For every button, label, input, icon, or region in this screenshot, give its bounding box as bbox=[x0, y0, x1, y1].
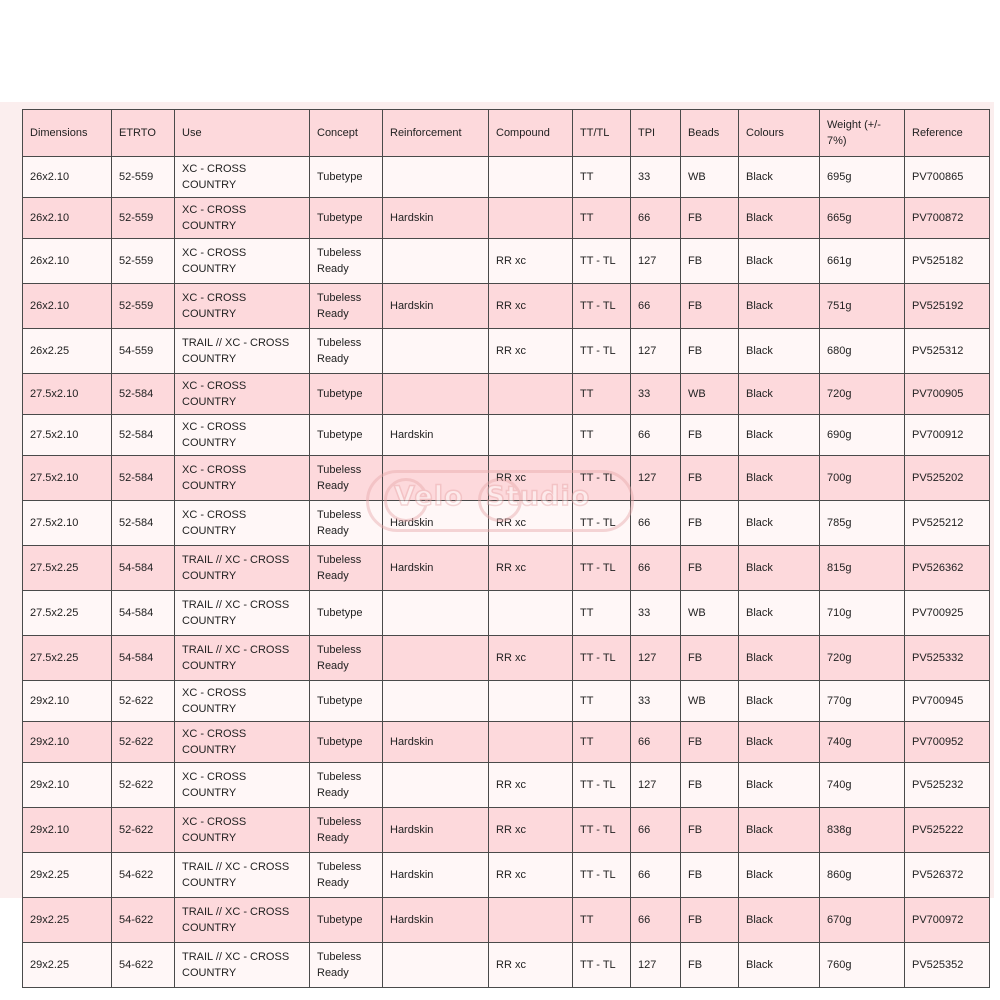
cell-colours: Black bbox=[739, 546, 820, 591]
cell-weight: 700g bbox=[820, 456, 905, 501]
header-reinforcement: Reinforcement bbox=[383, 110, 489, 157]
cell-etrto: 54-584 bbox=[112, 546, 175, 591]
table-row bbox=[23, 591, 990, 636]
cell-reinforcement bbox=[383, 157, 489, 198]
cell-beads: FB bbox=[681, 898, 739, 943]
cell-compound bbox=[489, 681, 573, 722]
cell-concept: Tubeless Ready bbox=[310, 546, 383, 591]
cell-dimensions: 27.5x2.10 bbox=[23, 374, 112, 415]
table-row bbox=[23, 284, 990, 329]
watermark-part2: Studio bbox=[485, 481, 591, 512]
cell-tt-tl: TT - TL bbox=[573, 636, 631, 681]
cell-dimensions: 26x2.10 bbox=[23, 284, 112, 329]
cell-use: XC - CROSS COUNTRY bbox=[175, 198, 310, 239]
cell-beads: FB bbox=[681, 763, 739, 808]
cell-compound bbox=[489, 198, 573, 239]
cell-beads: FB bbox=[681, 853, 739, 898]
header-dimensions: Dimensions bbox=[23, 110, 112, 157]
cell-colours: Black bbox=[739, 157, 820, 198]
cell-beads: FB bbox=[681, 329, 739, 374]
cell-weight: 740g bbox=[820, 763, 905, 808]
cell-tpi: 127 bbox=[631, 943, 681, 988]
cell-dimensions: 29x2.10 bbox=[23, 681, 112, 722]
cell-tpi: 127 bbox=[631, 239, 681, 284]
cell-compound: RR xc bbox=[489, 284, 573, 329]
cell-beads: FB bbox=[681, 636, 739, 681]
cell-use: TRAIL // XC - CROSS COUNTRY bbox=[175, 943, 310, 988]
cell-etrto: 54-559 bbox=[112, 329, 175, 374]
cell-tt-tl: TT bbox=[573, 898, 631, 943]
cell-tpi: 66 bbox=[631, 853, 681, 898]
cell-dimensions: 29x2.25 bbox=[23, 853, 112, 898]
cell-use: TRAIL // XC - CROSS COUNTRY bbox=[175, 898, 310, 943]
header-tpi: TPI bbox=[631, 110, 681, 157]
cell-beads: WB bbox=[681, 591, 739, 636]
cell-reference: PV525192 bbox=[905, 284, 990, 329]
table-header-row bbox=[23, 110, 990, 157]
cell-compound bbox=[489, 722, 573, 763]
table-row bbox=[23, 415, 990, 456]
cell-weight: 670g bbox=[820, 898, 905, 943]
cell-dimensions: 27.5x2.10 bbox=[23, 456, 112, 501]
table-row bbox=[23, 501, 990, 546]
cell-beads: FB bbox=[681, 943, 739, 988]
cell-use: XC - CROSS COUNTRY bbox=[175, 681, 310, 722]
cell-reinforcement: Hardskin bbox=[383, 853, 489, 898]
cell-reinforcement bbox=[383, 239, 489, 284]
cell-dimensions: 26x2.10 bbox=[23, 198, 112, 239]
cell-etrto: 52-584 bbox=[112, 501, 175, 546]
cell-concept: Tubeless Ready bbox=[310, 456, 383, 501]
table-row bbox=[23, 681, 990, 722]
cell-concept: Tubeless Ready bbox=[310, 284, 383, 329]
cell-weight: 710g bbox=[820, 591, 905, 636]
cell-reinforcement: Hardskin bbox=[383, 501, 489, 546]
header-beads: Beads bbox=[681, 110, 739, 157]
cell-use: XC - CROSS COUNTRY bbox=[175, 239, 310, 284]
table-row bbox=[23, 898, 990, 943]
cell-beads: FB bbox=[681, 501, 739, 546]
cell-use: XC - CROSS COUNTRY bbox=[175, 501, 310, 546]
cell-weight: 770g bbox=[820, 681, 905, 722]
cell-beads: FB bbox=[681, 198, 739, 239]
cell-use: XC - CROSS COUNTRY bbox=[175, 763, 310, 808]
cell-etrto: 52-559 bbox=[112, 284, 175, 329]
cell-weight: 720g bbox=[820, 374, 905, 415]
cell-compound: RR xc bbox=[489, 456, 573, 501]
cell-tt-tl: TT - TL bbox=[573, 284, 631, 329]
cell-reinforcement bbox=[383, 374, 489, 415]
cell-etrto: 52-584 bbox=[112, 456, 175, 501]
cell-tt-tl: TT - TL bbox=[573, 546, 631, 591]
cell-etrto: 54-584 bbox=[112, 591, 175, 636]
table-row bbox=[23, 157, 990, 198]
cell-weight: 661g bbox=[820, 239, 905, 284]
header-use: Use bbox=[175, 110, 310, 157]
cell-beads: FB bbox=[681, 456, 739, 501]
cell-compound: RR xc bbox=[489, 636, 573, 681]
cell-etrto: 52-559 bbox=[112, 198, 175, 239]
cell-reference: PV525332 bbox=[905, 636, 990, 681]
cell-compound: RR xc bbox=[489, 501, 573, 546]
cell-reference: PV525182 bbox=[905, 239, 990, 284]
cell-use: TRAIL // XC - CROSS COUNTRY bbox=[175, 853, 310, 898]
cell-reference: PV700872 bbox=[905, 198, 990, 239]
cell-tt-tl: TT bbox=[573, 415, 631, 456]
cell-tt-tl: TT bbox=[573, 722, 631, 763]
header-etrto: ETRTO bbox=[112, 110, 175, 157]
cell-reference: PV700952 bbox=[905, 722, 990, 763]
cell-concept: Tubetype bbox=[310, 722, 383, 763]
header-compound: Compound bbox=[489, 110, 573, 157]
cell-beads: FB bbox=[681, 284, 739, 329]
cell-reinforcement bbox=[383, 591, 489, 636]
cell-tt-tl: TT - TL bbox=[573, 943, 631, 988]
cell-colours: Black bbox=[739, 329, 820, 374]
cell-reference: PV526362 bbox=[905, 546, 990, 591]
cell-weight: 680g bbox=[820, 329, 905, 374]
cell-weight: 838g bbox=[820, 808, 905, 853]
table-row bbox=[23, 808, 990, 853]
cell-colours: Black bbox=[739, 591, 820, 636]
cell-concept: Tubeless Ready bbox=[310, 501, 383, 546]
cell-colours: Black bbox=[739, 853, 820, 898]
cell-reinforcement: Hardskin bbox=[383, 415, 489, 456]
cell-tpi: 66 bbox=[631, 898, 681, 943]
cell-etrto: 52-622 bbox=[112, 763, 175, 808]
cell-beads: WB bbox=[681, 681, 739, 722]
cell-dimensions: 29x2.25 bbox=[23, 898, 112, 943]
cell-colours: Black bbox=[739, 681, 820, 722]
cell-etrto: 52-622 bbox=[112, 808, 175, 853]
cell-concept: Tubeless Ready bbox=[310, 636, 383, 681]
cell-beads: FB bbox=[681, 415, 739, 456]
cell-use: XC - CROSS COUNTRY bbox=[175, 415, 310, 456]
cell-reinforcement: Hardskin bbox=[383, 546, 489, 591]
cell-colours: Black bbox=[739, 636, 820, 681]
cell-tt-tl: TT - TL bbox=[573, 329, 631, 374]
cell-compound: RR xc bbox=[489, 546, 573, 591]
cell-etrto: 54-622 bbox=[112, 898, 175, 943]
cell-compound: RR xc bbox=[489, 943, 573, 988]
cell-reference: PV700972 bbox=[905, 898, 990, 943]
cell-etrto: 52-559 bbox=[112, 239, 175, 284]
cell-etrto: 52-559 bbox=[112, 157, 175, 198]
tire-spec-table bbox=[22, 109, 990, 988]
table-row bbox=[23, 329, 990, 374]
cell-dimensions: 27.5x2.10 bbox=[23, 501, 112, 546]
cell-colours: Black bbox=[739, 763, 820, 808]
cell-weight: 815g bbox=[820, 546, 905, 591]
cell-reinforcement bbox=[383, 329, 489, 374]
cell-tt-tl: TT bbox=[573, 681, 631, 722]
table-row bbox=[23, 636, 990, 681]
table-body bbox=[23, 110, 990, 988]
table-row bbox=[23, 853, 990, 898]
cell-dimensions: 26x2.10 bbox=[23, 157, 112, 198]
cell-tpi: 66 bbox=[631, 722, 681, 763]
cell-compound: RR xc bbox=[489, 763, 573, 808]
cell-reinforcement bbox=[383, 943, 489, 988]
cell-reinforcement bbox=[383, 763, 489, 808]
header-colours: Colours bbox=[739, 110, 820, 157]
cell-etrto: 54-622 bbox=[112, 943, 175, 988]
cell-tt-tl: TT - TL bbox=[573, 501, 631, 546]
cell-reinforcement: Hardskin bbox=[383, 198, 489, 239]
cell-use: TRAIL // XC - CROSS COUNTRY bbox=[175, 329, 310, 374]
cell-etrto: 52-584 bbox=[112, 415, 175, 456]
cell-tpi: 66 bbox=[631, 284, 681, 329]
cell-beads: FB bbox=[681, 239, 739, 284]
cell-concept: Tubetype bbox=[310, 157, 383, 198]
cell-tpi: 66 bbox=[631, 546, 681, 591]
cell-etrto: 52-622 bbox=[112, 722, 175, 763]
cell-tt-tl: TT bbox=[573, 591, 631, 636]
cell-dimensions: 29x2.10 bbox=[23, 808, 112, 853]
cell-beads: FB bbox=[681, 808, 739, 853]
cell-concept: Tubetype bbox=[310, 591, 383, 636]
table-row bbox=[23, 546, 990, 591]
cell-colours: Black bbox=[739, 722, 820, 763]
table-row bbox=[23, 198, 990, 239]
cell-tpi: 33 bbox=[631, 374, 681, 415]
cell-colours: Black bbox=[739, 898, 820, 943]
header-weight: Weight (+/- 7%) bbox=[820, 110, 905, 157]
cell-tpi: 66 bbox=[631, 415, 681, 456]
cell-compound bbox=[489, 374, 573, 415]
cell-reinforcement bbox=[383, 636, 489, 681]
table-row bbox=[23, 456, 990, 501]
cell-tpi: 66 bbox=[631, 198, 681, 239]
cell-tpi: 127 bbox=[631, 763, 681, 808]
cell-etrto: 52-584 bbox=[112, 374, 175, 415]
cell-dimensions: 26x2.10 bbox=[23, 239, 112, 284]
cell-tpi: 127 bbox=[631, 636, 681, 681]
header-concept: Concept bbox=[310, 110, 383, 157]
cell-reinforcement: Hardskin bbox=[383, 722, 489, 763]
cell-reference: PV525202 bbox=[905, 456, 990, 501]
table-row bbox=[23, 239, 990, 284]
cell-colours: Black bbox=[739, 456, 820, 501]
cell-reinforcement bbox=[383, 681, 489, 722]
cell-beads: FB bbox=[681, 546, 739, 591]
cell-dimensions: 27.5x2.10 bbox=[23, 415, 112, 456]
cell-tt-tl: TT - TL bbox=[573, 239, 631, 284]
cell-dimensions: 29x2.10 bbox=[23, 763, 112, 808]
table-row bbox=[23, 374, 990, 415]
cell-compound bbox=[489, 157, 573, 198]
cell-weight: 740g bbox=[820, 722, 905, 763]
cell-concept: Tubeless Ready bbox=[310, 763, 383, 808]
cell-reference: PV525232 bbox=[905, 763, 990, 808]
cell-beads: WB bbox=[681, 374, 739, 415]
table-row bbox=[23, 943, 990, 988]
cell-use: TRAIL // XC - CROSS COUNTRY bbox=[175, 636, 310, 681]
cell-use: XC - CROSS COUNTRY bbox=[175, 456, 310, 501]
cell-reference: PV700905 bbox=[905, 374, 990, 415]
cell-use: XC - CROSS COUNTRY bbox=[175, 157, 310, 198]
cell-dimensions: 29x2.25 bbox=[23, 943, 112, 988]
cell-concept: Tubetype bbox=[310, 415, 383, 456]
cell-reference: PV525212 bbox=[905, 501, 990, 546]
cell-reference: PV700925 bbox=[905, 591, 990, 636]
watermark-part1: Velo bbox=[394, 481, 464, 512]
cell-weight: 860g bbox=[820, 853, 905, 898]
cell-colours: Black bbox=[739, 501, 820, 546]
cell-reference: PV700865 bbox=[905, 157, 990, 198]
cell-reinforcement: Hardskin bbox=[383, 284, 489, 329]
cell-concept: Tubeless Ready bbox=[310, 853, 383, 898]
cell-dimensions: 27.5x2.25 bbox=[23, 546, 112, 591]
cell-weight: 760g bbox=[820, 943, 905, 988]
cell-tpi: 66 bbox=[631, 808, 681, 853]
cell-tt-tl: TT - TL bbox=[573, 456, 631, 501]
cell-concept: Tubeless Ready bbox=[310, 808, 383, 853]
cell-weight: 690g bbox=[820, 415, 905, 456]
cell-colours: Black bbox=[739, 374, 820, 415]
table-row bbox=[23, 763, 990, 808]
cell-compound: RR xc bbox=[489, 239, 573, 284]
cell-reference: PV700945 bbox=[905, 681, 990, 722]
cell-reference: PV525352 bbox=[905, 943, 990, 988]
cell-etrto: 52-622 bbox=[112, 681, 175, 722]
cell-reinforcement: Hardskin bbox=[383, 898, 489, 943]
cell-colours: Black bbox=[739, 808, 820, 853]
cell-tpi: 127 bbox=[631, 456, 681, 501]
cell-tt-tl: TT bbox=[573, 374, 631, 415]
cell-tpi: 33 bbox=[631, 591, 681, 636]
cell-weight: 720g bbox=[820, 636, 905, 681]
cell-beads: WB bbox=[681, 157, 739, 198]
cell-etrto: 54-622 bbox=[112, 853, 175, 898]
cell-use: XC - CROSS COUNTRY bbox=[175, 374, 310, 415]
cell-tt-tl: TT bbox=[573, 198, 631, 239]
cell-reference: PV525222 bbox=[905, 808, 990, 853]
cell-concept: Tubetype bbox=[310, 198, 383, 239]
cell-use: XC - CROSS COUNTRY bbox=[175, 722, 310, 763]
header-tt-tl: TT/TL bbox=[573, 110, 631, 157]
cell-use: TRAIL // XC - CROSS COUNTRY bbox=[175, 591, 310, 636]
cell-concept: Tubeless Ready bbox=[310, 239, 383, 284]
cell-colours: Black bbox=[739, 284, 820, 329]
cell-compound: RR xc bbox=[489, 808, 573, 853]
cell-reinforcement: Hardskin bbox=[383, 808, 489, 853]
cell-tpi: 127 bbox=[631, 329, 681, 374]
cell-reference: PV525312 bbox=[905, 329, 990, 374]
cell-concept: Tubetype bbox=[310, 898, 383, 943]
cell-tpi: 33 bbox=[631, 157, 681, 198]
header-reference: Reference bbox=[905, 110, 990, 157]
cell-colours: Black bbox=[739, 415, 820, 456]
cell-use: XC - CROSS COUNTRY bbox=[175, 284, 310, 329]
cell-compound bbox=[489, 591, 573, 636]
cell-use: XC - CROSS COUNTRY bbox=[175, 808, 310, 853]
cell-concept: Tubetype bbox=[310, 681, 383, 722]
cell-reinforcement bbox=[383, 456, 489, 501]
cell-tt-tl: TT - TL bbox=[573, 853, 631, 898]
cell-concept: Tubeless Ready bbox=[310, 943, 383, 988]
cell-etrto: 54-584 bbox=[112, 636, 175, 681]
cell-dimensions: 27.5x2.25 bbox=[23, 591, 112, 636]
cell-dimensions: 27.5x2.25 bbox=[23, 636, 112, 681]
cell-weight: 751g bbox=[820, 284, 905, 329]
table-row bbox=[23, 722, 990, 763]
cell-beads: FB bbox=[681, 722, 739, 763]
cell-weight: 695g bbox=[820, 157, 905, 198]
cell-compound: RR xc bbox=[489, 329, 573, 374]
cell-weight: 785g bbox=[820, 501, 905, 546]
cell-compound bbox=[489, 415, 573, 456]
cell-tt-tl: TT - TL bbox=[573, 763, 631, 808]
cell-weight: 665g bbox=[820, 198, 905, 239]
cell-compound: RR xc bbox=[489, 853, 573, 898]
cell-reference: PV526372 bbox=[905, 853, 990, 898]
cell-colours: Black bbox=[739, 239, 820, 284]
cell-colours: Black bbox=[739, 943, 820, 988]
cell-tt-tl: TT bbox=[573, 157, 631, 198]
cell-reference: PV700912 bbox=[905, 415, 990, 456]
cell-tpi: 33 bbox=[631, 681, 681, 722]
cell-tt-tl: TT - TL bbox=[573, 808, 631, 853]
cell-use: TRAIL // XC - CROSS COUNTRY bbox=[175, 546, 310, 591]
cell-tpi: 66 bbox=[631, 501, 681, 546]
cell-colours: Black bbox=[739, 198, 820, 239]
cell-compound bbox=[489, 898, 573, 943]
cell-dimensions: 29x2.10 bbox=[23, 722, 112, 763]
cell-concept: Tubeless Ready bbox=[310, 329, 383, 374]
cell-concept: Tubetype bbox=[310, 374, 383, 415]
cell-dimensions: 26x2.25 bbox=[23, 329, 112, 374]
